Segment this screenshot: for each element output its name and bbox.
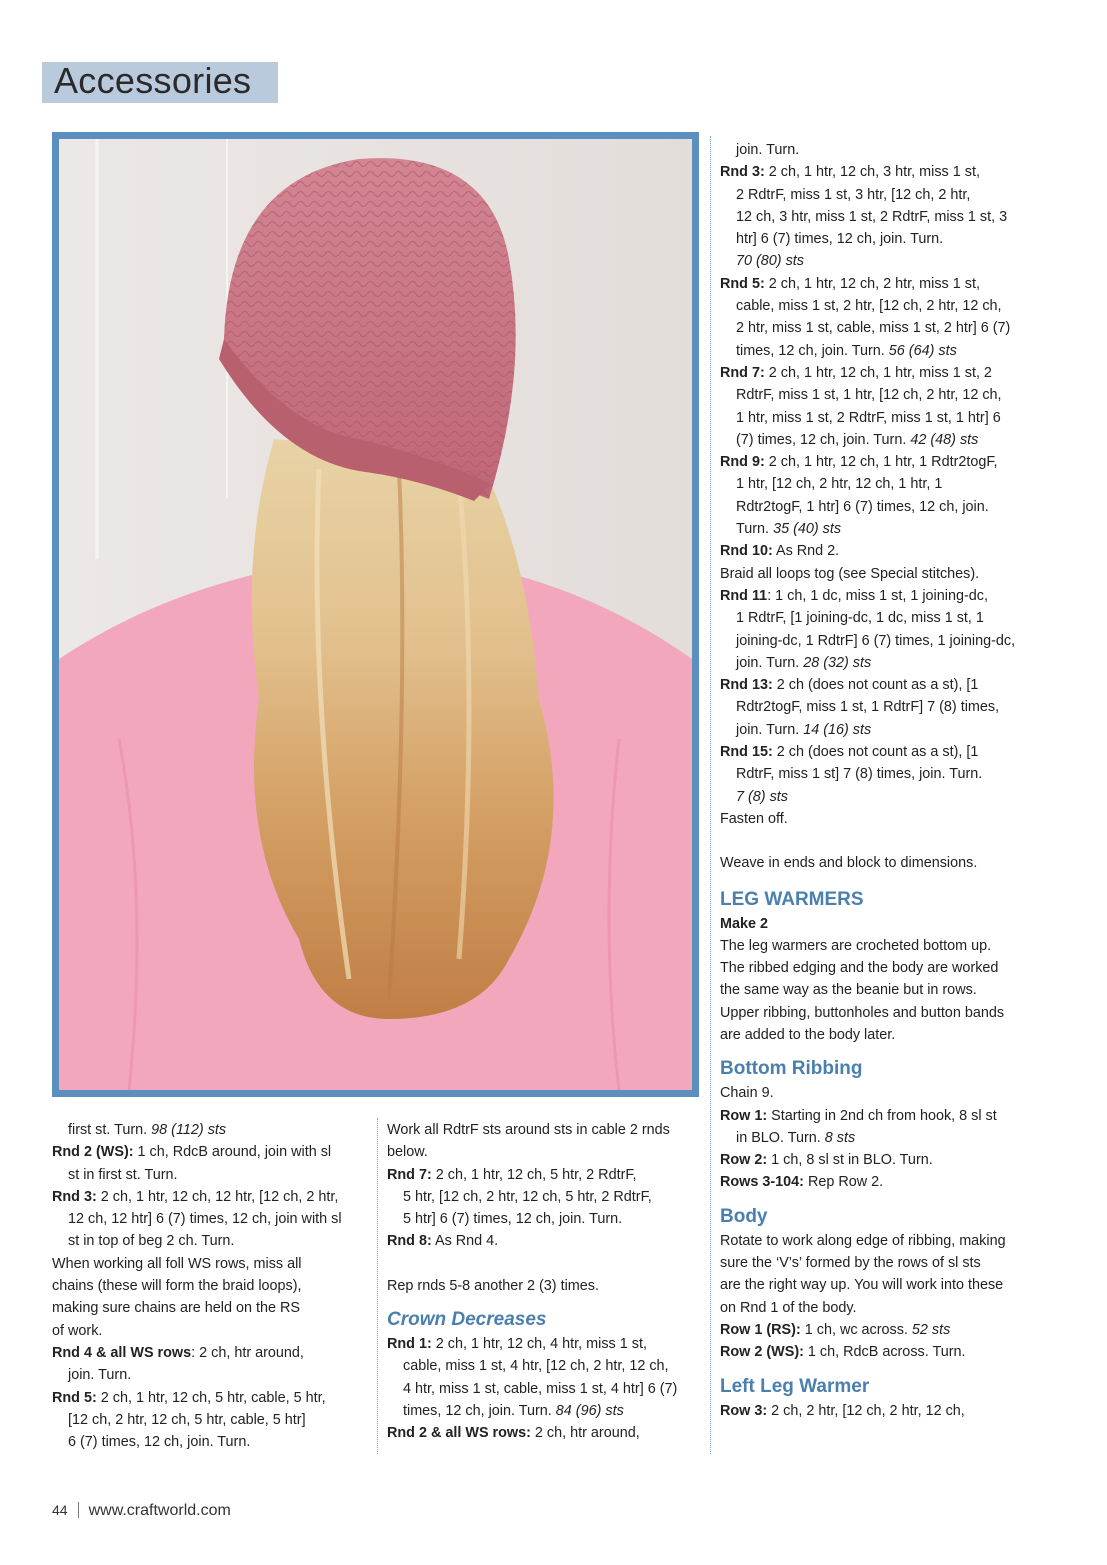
text-line: Row 2: 1 ch, 8 sl st in BLO. Turn.	[720, 1152, 933, 1169]
text-line: 1 htr, [12 ch, 2 htr, 12 ch, 1 htr, 1	[736, 476, 943, 493]
heading-leg-warmers: LEG WARMERS	[720, 888, 864, 910]
text-line: Make 2	[720, 915, 768, 932]
page-number: 44	[52, 1502, 68, 1518]
text-line: Rnd 2 (WS): 1 ch, RdcB around, join with sl	[52, 1144, 332, 1161]
column-divider	[710, 136, 711, 1454]
text-line: When working all foll WS rows, miss all	[52, 1255, 302, 1272]
text-line: (7) times, 12 ch, join. Turn. 42 (48) sts	[736, 431, 979, 448]
text-line: Rnd 2 & all WS rows: 2 ch, htr around,	[387, 1425, 640, 1442]
text-line: Chain 9.	[720, 1085, 774, 1102]
subheading-body: Body	[720, 1205, 768, 1227]
text-line: Rnd 5: 2 ch, 1 htr, 12 ch, 5 htr, cable, 5 htr,	[52, 1389, 326, 1406]
text-line: join. Turn.	[68, 1367, 132, 1384]
text-line: Row 1 (RS): 1 ch, wc across. 52 sts	[720, 1321, 951, 1338]
text-line: 5 htr] 6 (7) times, 12 ch, join. Turn.	[403, 1211, 623, 1228]
text-line: Braid all loops tog (see Special stitches).	[720, 565, 980, 582]
subheading-left-leg-warmer: Left Leg Warmer	[720, 1375, 870, 1397]
text-line: cable, miss 1 st, 4 htr, [12 ch, 2 htr, 12 ch,	[403, 1358, 669, 1375]
text-line: Rnd 8: As Rnd 4.	[387, 1233, 499, 1250]
text-line: the same way as the beanie but in rows.	[720, 982, 977, 999]
text-line: [12 ch, 2 htr, 12 ch, 5 htr, cable, 5 htr]	[68, 1411, 306, 1428]
text-line: joining-dc, 1 RdtrF] 6 (7) times, 1 joining-dc,	[736, 632, 1016, 649]
text-column-3	[720, 139, 1060, 1422]
text-column-1	[52, 1119, 370, 1453]
text-line: 12 ch, 12 htr] 6 (7) times, 12 ch, join with sl	[68, 1211, 342, 1228]
text-line: are the right way up. You will work into these	[720, 1277, 1004, 1294]
column-divider	[377, 1118, 378, 1454]
text-line: in BLO. Turn. 8 sts	[736, 1129, 856, 1146]
text-line: Rnd 9: 2 ch, 1 htr, 12 ch, 1 htr, 1 Rdtr2togF,	[720, 454, 998, 471]
text-line: 1 RdtrF, [1 joining-dc, 1 dc, miss 1 st, 1	[736, 610, 984, 627]
text-line: of work.	[52, 1322, 103, 1339]
text-line: 5 htr, [12 ch, 2 htr, 12 ch, 5 htr, 2 RdtrF,	[403, 1188, 652, 1205]
text-line: The leg warmers are crocheted bottom up.	[720, 937, 992, 954]
text-line: Rnd 4 & all WS rows: 2 ch, htr around,	[52, 1344, 304, 1361]
text-line: 6 (7) times, 12 ch, join. Turn.	[68, 1434, 251, 1451]
text-line: Rnd 10: As Rnd 2.	[720, 543, 840, 560]
text-line: 1 htr, miss 1 st, 2 RdtrF, miss 1 st, 1 htr] 6	[736, 409, 1001, 426]
photo-illustration	[59, 139, 692, 1090]
text-line: Upper ribbing, buttonholes and button bands	[720, 1004, 1005, 1021]
text-line: 70 (80) sts	[736, 253, 804, 270]
text-line: Rnd 3: 2 ch, 1 htr, 12 ch, 12 htr, [12 ch, 2 htr,	[52, 1188, 339, 1205]
text-line: join. Turn.	[736, 142, 800, 158]
text-line: st in top of beg 2 ch. Turn.	[68, 1233, 235, 1250]
text-line: Rotate to work along edge of ribbing, making	[720, 1232, 1006, 1249]
text-line: Turn. 35 (40) sts	[736, 521, 842, 538]
text-line: Fasten off.	[720, 810, 788, 827]
text-line: RdtrF, miss 1 st] 7 (8) times, join. Turn.	[736, 766, 983, 783]
text-line: Rnd 11: 1 ch, 1 dc, miss 1 st, 1 joining-dc,	[720, 587, 988, 604]
text-line: 7 (8) sts	[736, 788, 788, 805]
text-line: Rnd 13: 2 ch (does not count as a st), [1	[720, 677, 979, 694]
text-line: Row 2 (WS): 1 ch, RdcB across. Turn.	[720, 1344, 966, 1361]
text-line: Rnd 1: 2 ch, 1 htr, 12 ch, 4 htr, miss 1 st,	[387, 1336, 647, 1353]
page-footer	[52, 1502, 231, 1520]
text-line: Rdtr2togF, miss 1 st, 1 RdtrF] 7 (8) times,	[736, 699, 1000, 716]
section-header	[42, 62, 278, 103]
footer-separator	[78, 1502, 79, 1518]
text-line: The ribbed edging and the body are worked	[720, 960, 999, 977]
text-line: below.	[387, 1144, 428, 1161]
text-line: making sure chains are held on the RS	[52, 1300, 300, 1317]
text-line: first st. Turn. 98 (112) sts	[68, 1122, 227, 1138]
text-column-2	[387, 1119, 705, 1445]
text-line: RdtrF, miss 1 st, 1 htr, [12 ch, 2 htr, 12 ch,	[736, 387, 1002, 404]
text-line: 4 htr, miss 1 st, cable, miss 1 st, 4 htr] 6 (7)	[403, 1380, 678, 1397]
photo-frame	[52, 132, 699, 1097]
text-line: cable, miss 1 st, 2 htr, [12 ch, 2 htr, 12 ch,	[736, 298, 1002, 315]
text-line: join. Turn. 28 (32) sts	[736, 654, 872, 671]
text-line: Rnd 15: 2 ch (does not count as a st), [1	[720, 744, 979, 761]
text-line: Rnd 5: 2 ch, 1 htr, 12 ch, 2 htr, miss 1 st,	[720, 275, 980, 292]
text-line: htr] 6 (7) times, 12 ch, join. Turn.	[736, 231, 944, 248]
text-line: are added to the body later.	[720, 1026, 896, 1043]
text-line: on Rnd 1 of the body.	[720, 1299, 857, 1316]
text-line: Rnd 7: 2 ch, 1 htr, 12 ch, 5 htr, 2 RdtrF,	[387, 1166, 637, 1183]
text-line: chains (these will form the braid loops),	[52, 1278, 302, 1295]
footer-website: www.craftworld.com	[88, 1502, 231, 1519]
text-line: Row 3: 2 ch, 2 htr, [12 ch, 2 htr, 12 ch,	[720, 1402, 965, 1419]
text-line: Row 1: Starting in 2nd ch from hook, 8 sl st	[720, 1107, 997, 1124]
text-line: Rnd 7: 2 ch, 1 htr, 12 ch, 1 htr, miss 1 st, 2	[720, 364, 992, 381]
text-line: 2 RdtrF, miss 1 st, 3 htr, [12 ch, 2 htr,	[736, 186, 971, 203]
text-line: Rows 3-104: Rep Row 2.	[720, 1174, 884, 1191]
photo	[59, 139, 692, 1090]
subheading-crown-decreases: Crown Decreases	[387, 1309, 547, 1331]
text-line: Work all RdtrF sts around sts in cable 2 rnds	[387, 1122, 670, 1138]
section-title: Accessories	[54, 60, 252, 101]
text-line: 2 htr, miss 1 st, cable, miss 1 st, 2 htr] 6 (7)	[736, 320, 1011, 337]
text-line: times, 12 ch, join. Turn. 84 (96) sts	[403, 1402, 624, 1419]
subheading-bottom-ribbing: Bottom Ribbing	[720, 1058, 863, 1080]
text-line: Rep rnds 5-8 another 2 (3) times.	[387, 1277, 599, 1294]
text-line: 12 ch, 3 htr, miss 1 st, 2 RdtrF, miss 1 st, 3	[736, 208, 1008, 225]
text-line: Weave in ends and block to dimensions.	[720, 855, 978, 872]
text-line: Rnd 3: 2 ch, 1 htr, 12 ch, 3 htr, miss 1 st,	[720, 164, 980, 181]
text-line: times, 12 ch, join. Turn. 56 (64) sts	[736, 342, 957, 359]
text-line: Rdtr2togF, 1 htr] 6 (7) times, 12 ch, join.	[736, 498, 989, 515]
text-line: st in first st. Turn.	[68, 1166, 178, 1183]
text-line: sure the ‘V’s’ formed by the rows of sl sts	[720, 1255, 981, 1272]
text-line: join. Turn. 14 (16) sts	[736, 721, 872, 738]
